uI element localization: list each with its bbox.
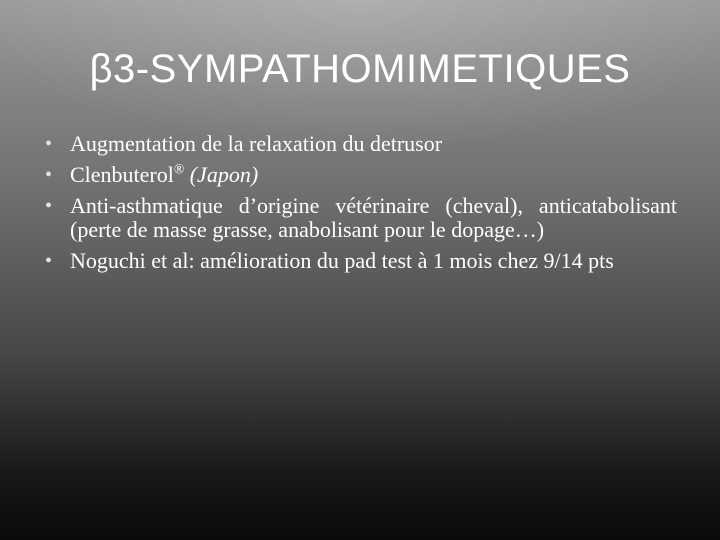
bullet-text: Augmentation de la relaxation du detrusor	[70, 131, 443, 156]
bullet-text	[70, 162, 258, 187]
bullet-marker: •	[45, 133, 53, 155]
bullet-item-noguchi	[0, 249, 677, 273]
registered-trademark-symbol: ®	[173, 161, 185, 177]
slide-title: β3-SYMPATHOMIMETIQUES	[89, 47, 631, 91]
bullet-marker: •	[45, 195, 53, 217]
bullet-list	[0, 132, 677, 280]
bullet-text: Noguchi et al: amélioration du pad test à 1 mois chez 9/14 pts	[70, 248, 614, 273]
bullet-item-relaxation	[0, 132, 677, 156]
bullet-marker: •	[45, 250, 53, 272]
bullet-text: Anti-asthmatique d’origine vétérinaire (cheval), anticatabolisant (perte de masse grasse, anabolisant pour le dopage…)	[70, 193, 677, 242]
bullet-item-clenbuterol	[0, 163, 677, 187]
bullet-marker: •	[45, 164, 53, 186]
drug-name: Clenbuterol	[70, 162, 174, 187]
origin-note-italic: (Japon)	[189, 162, 259, 187]
bullet-item-antiasthmatique	[0, 194, 677, 242]
